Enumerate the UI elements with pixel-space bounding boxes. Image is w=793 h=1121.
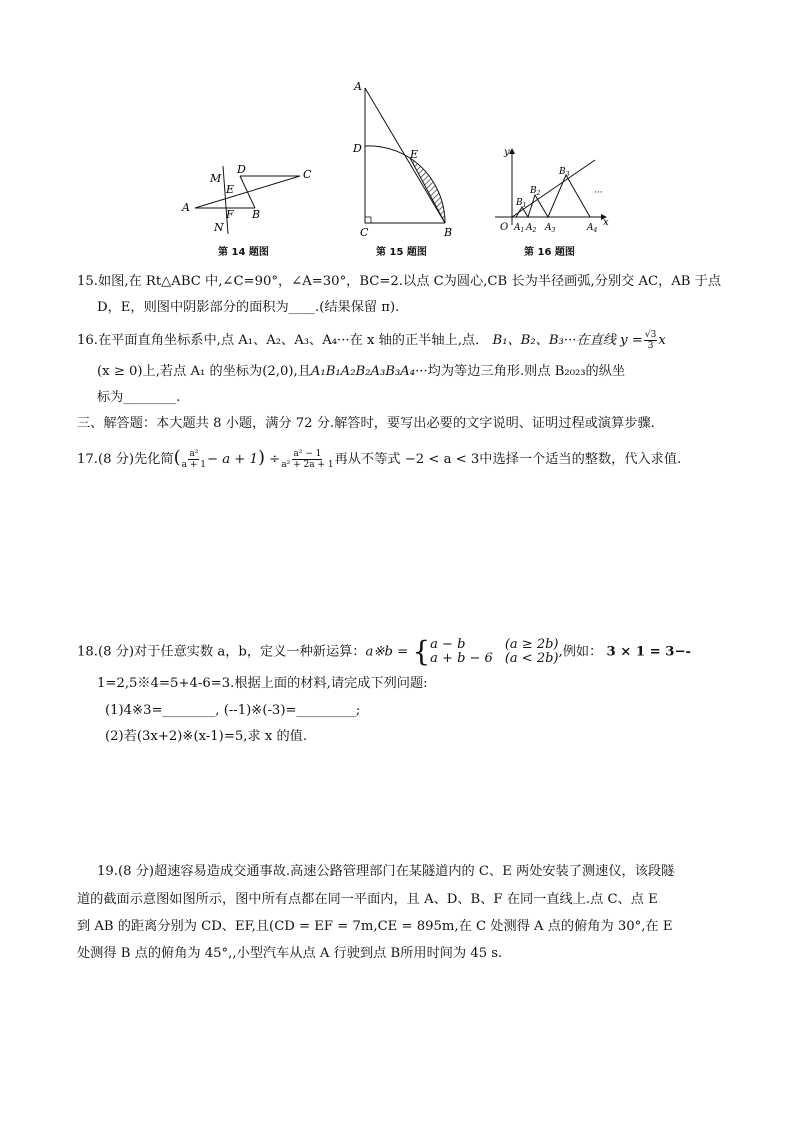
axis-x-label: x bbox=[603, 217, 609, 228]
q15-line1: 15.如图,在 Rt△ABC 中,∠C=90°，∠A=30°，BC=2.以点 C为圆心,CB 长为半径画弧,分别交 AC，AB 于点 bbox=[77, 274, 722, 289]
caption-fig14: 第 14 题图 bbox=[218, 247, 269, 258]
label-D: D bbox=[237, 163, 246, 176]
q15-blank: ____. bbox=[288, 300, 320, 315]
q15-line2: D，E，则图中阴影部分的面积为____.(结果保留 π). bbox=[97, 300, 400, 315]
label-E: E bbox=[226, 183, 235, 196]
label-B3: $B_3$ bbox=[559, 167, 570, 178]
q19-line4: 处测得 B 点的俯角为 45°,,小型汽车从点 A 行驶到点 B所用时间为 45 s. bbox=[77, 946, 503, 961]
label-C: C bbox=[360, 226, 369, 239]
label-A1: $A_1$ bbox=[514, 223, 525, 234]
label-D: D bbox=[353, 142, 362, 155]
q19-line1: 19.(8 分)超速容易造成交通事故.高速公路管理部门在某隧道内的 C、E 两处安装了测速仪，该段隧 bbox=[97, 864, 675, 879]
figure-14 bbox=[180, 158, 320, 240]
caption-fig15: 第 15 题图 bbox=[376, 247, 427, 258]
q19-line3: 到 AB 的距离分别为 CD、EF,且(CD = EF = 7m,CE = 895m,在 C 处测得 A 点的俯角为 30°,在 E bbox=[77, 919, 673, 934]
q18-part2: (2)若(3x+2)※(x-1)=5,求 x 的值. bbox=[105, 729, 308, 744]
label-E: E bbox=[410, 148, 419, 161]
label-F: F bbox=[226, 208, 234, 221]
figure-16 bbox=[490, 145, 615, 237]
q17: 17.(8 分)先化简( $\frac{\text{a²}}{a + 1}$ − a + 1) ÷ $\frac{\text{a² − 1}}{\text{a² + 2a + 1}}$ 再从不等式 −2 < a < 3中选择一个适当的整数，代入求值. bbox=[77, 447, 682, 470]
label-C: C bbox=[303, 168, 312, 181]
caption-fig16: 第 16 题图 bbox=[524, 247, 575, 258]
label-A3: $A_3$ bbox=[545, 223, 556, 234]
label-A2: $A_2$ bbox=[526, 223, 537, 234]
label-A: A bbox=[182, 201, 190, 214]
label-B1: $B_1$ bbox=[516, 198, 527, 209]
label-A: A bbox=[354, 80, 362, 93]
figure-15 bbox=[350, 78, 460, 240]
q16-line2: (x ≥ 0)上,若点 A₁ 的坐标为(2,0),且A₁B₁A₂B₂A₃B₃A₄···均为等边三角形.则点 B₂₀₂₃的纵坐 bbox=[97, 364, 626, 379]
section-3-heading: 三、解答题：本大题共 8 小题，满分 72 分.解答时，要写出必要的文字说明、证明过程或演算步骤. bbox=[77, 416, 655, 431]
label-B2: $B_2$ bbox=[530, 186, 541, 197]
q16-line1: 16.在平面直角坐标系中,点 A₁、A₂、A₃、A₄···在 x 轴的正半轴上,点． B₁、B₂、B₃···在直线 y = $\frac{√3}{3}$ x bbox=[77, 330, 666, 351]
label-M: M bbox=[210, 172, 222, 185]
q16-line3: 标为________. bbox=[97, 390, 181, 405]
label-B: B bbox=[252, 208, 261, 221]
q18-line2: 1=2,5※4=5+4-6=3.根据上面的材料,请完成下列问题: bbox=[97, 676, 428, 691]
label-O: O bbox=[500, 222, 509, 233]
label-N: N bbox=[214, 221, 224, 234]
ellipsis: ··· bbox=[594, 188, 603, 198]
q18-part1: (1)4※3=________, (--1)※(-3)=_________; bbox=[105, 703, 361, 718]
axis-y-label: y bbox=[504, 147, 510, 158]
label-A4: $A_4$ bbox=[587, 223, 598, 234]
label-B: B bbox=[444, 226, 453, 239]
q19-line2: 道的截面示意图如图所示，图中所有点都在同一平面内，且 A、D、B、F 在同一直线上.点 C、点 E bbox=[77, 892, 658, 907]
q18-line1: 18.(8 分)对于任意实数 a，b，定义一种新运算：a※b = { a − b (a ≥ 2b) a + b − 6 (a < 2b) ,例如： 3 × 1 = 3−- bbox=[77, 635, 691, 668]
